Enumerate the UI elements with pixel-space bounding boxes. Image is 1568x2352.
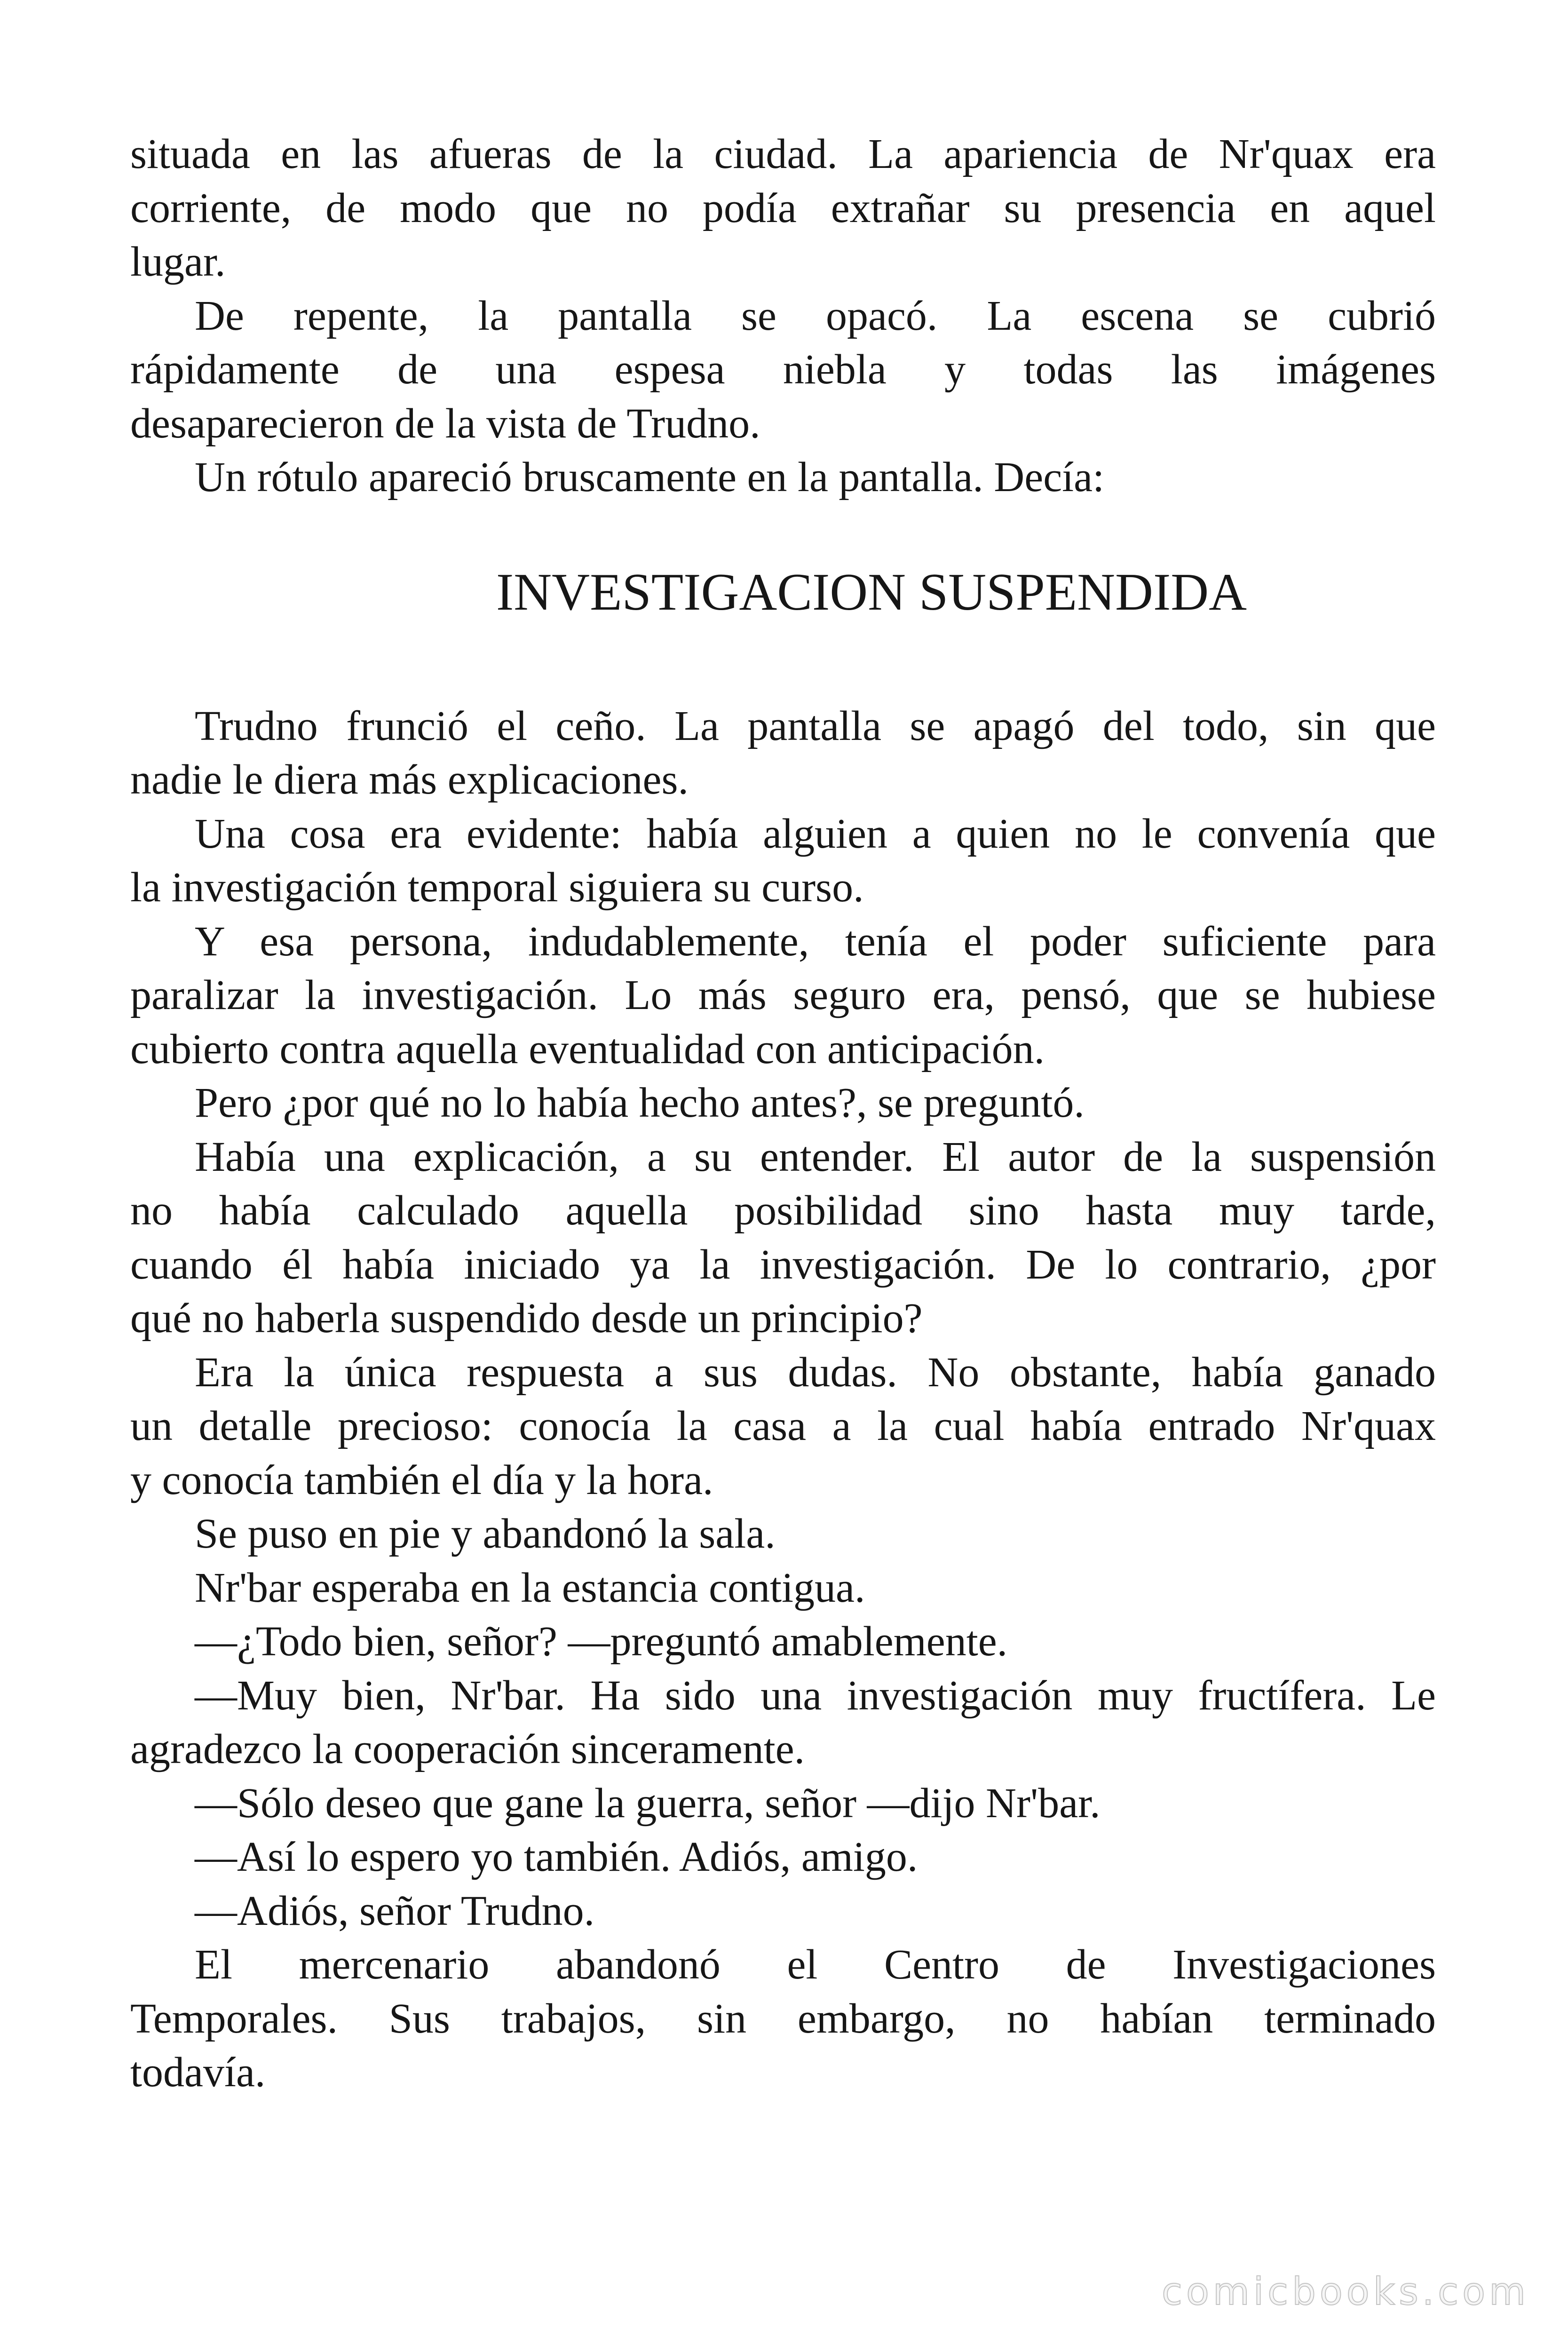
text-line: paralizar la investigación. Lo más seguro era, pensó, que se hubiese: [130, 972, 1436, 1018]
text-line: corriente, de modo que no podía extrañar su presencia en aquel: [130, 184, 1436, 231]
paragraph: [130, 451, 1436, 505]
text-line: lugar.: [130, 238, 226, 285]
text-line: —Muy bien, Nr'bar. Ha sido una investigación muy fructífera. Le: [195, 1672, 1436, 1719]
text-line: El mercenario abandonó el Centro de Investigaciones: [195, 1941, 1436, 1988]
paragraph: [130, 1938, 1436, 2100]
text-line: un detalle precioso: conocía la casa a la cual había entrado Nr'quax: [130, 1403, 1436, 1449]
dialogue-line: [130, 1669, 1436, 1777]
dialogue-line: [130, 1884, 1436, 1939]
text-line: y conocía también el día y la hora.: [130, 1456, 713, 1503]
text-line: rápidamente de una espesa niebla y todas las imágenes: [130, 346, 1436, 393]
text-line: Había una explicación, a su entender. El autor de la suspensión: [195, 1133, 1436, 1180]
text-line: —Adiós, señor Trudno.: [195, 1887, 595, 1934]
text-line: Nr'bar esperaba en la estancia contigua.: [195, 1564, 865, 1611]
text-line: la investigación temporal siguiera su curso.: [130, 864, 864, 911]
text-line: cuando él había iniciado ya la investigación. De lo contrario, ¿por: [130, 1241, 1436, 1288]
paragraph: [130, 1507, 1436, 1561]
text-line: Un rótulo apareció bruscamente en la pantalla. Decía:: [195, 454, 1105, 501]
dialogue-line: [130, 1830, 1436, 1884]
text-line: Se puso en pie y abandonó la sala.: [195, 1510, 776, 1557]
text-line: agradezco la cooperación sinceramente.: [130, 1726, 805, 1772]
paragraph: [130, 1561, 1436, 1615]
text-line: —Sólo deseo que gane la guerra, señor —dijo Nr'bar.: [195, 1780, 1101, 1827]
text-line: cubierto contra aquella eventualidad con anticipación.: [130, 1025, 1045, 1073]
text-line: desaparecieron de la vista de Trudno.: [130, 400, 760, 447]
dialogue-line: [130, 1777, 1436, 1831]
text-line: Una cosa era evidente: había alguien a quien no le convenía que: [195, 810, 1436, 857]
text-line: situada en las afueras de la ciudad. La apariencia de Nr'quax era: [130, 131, 1436, 177]
dialogue-line: [130, 1615, 1436, 1669]
paragraph: [130, 699, 1436, 807]
watermark: comicbooks.com: [1162, 2270, 1530, 2313]
paragraph: [130, 1346, 1436, 1508]
text-line: todavía.: [130, 2049, 266, 2096]
paragraph: [130, 1130, 1436, 1346]
text-line: —Así lo espero yo también. Adiós, amigo.: [195, 1834, 918, 1880]
text-line: Era la única respuesta a sus dudas. No obstante, había ganado: [195, 1349, 1436, 1396]
text-line: Y esa persona, indudablemente, tenía el poder suficiente para: [195, 918, 1436, 965]
text-line: Temporales. Sus trabajos, sin embargo, no habían terminado: [130, 1995, 1436, 2042]
text-line: Trudno frunció el ceño. La pantalla se apagó del todo, sin que: [195, 702, 1436, 749]
paragraph: [130, 915, 1436, 1077]
paragraph: [130, 289, 1436, 451]
paragraph: [130, 127, 1436, 289]
text-line: qué no haberla suspendido desde un principio?: [130, 1295, 923, 1342]
text-line: no había calculado aquella posibilidad sino hasta muy tarde,: [130, 1187, 1436, 1234]
paragraph: [130, 807, 1436, 915]
paragraph: [130, 1076, 1436, 1130]
text-line: Pero ¿por qué no lo había hecho antes?, se preguntó.: [195, 1080, 1085, 1126]
body-text: [130, 127, 1436, 2100]
text-line: nadie le diera más explicaciones.: [130, 756, 689, 803]
section-heading: INVESTIGACION SUSPENDIDA: [496, 563, 1247, 621]
text-line: —¿Todo bien, señor? —preguntó amablemente.: [195, 1618, 1008, 1665]
text-line: De repente, la pantalla se opacó. La escena se cubrió: [195, 292, 1436, 339]
